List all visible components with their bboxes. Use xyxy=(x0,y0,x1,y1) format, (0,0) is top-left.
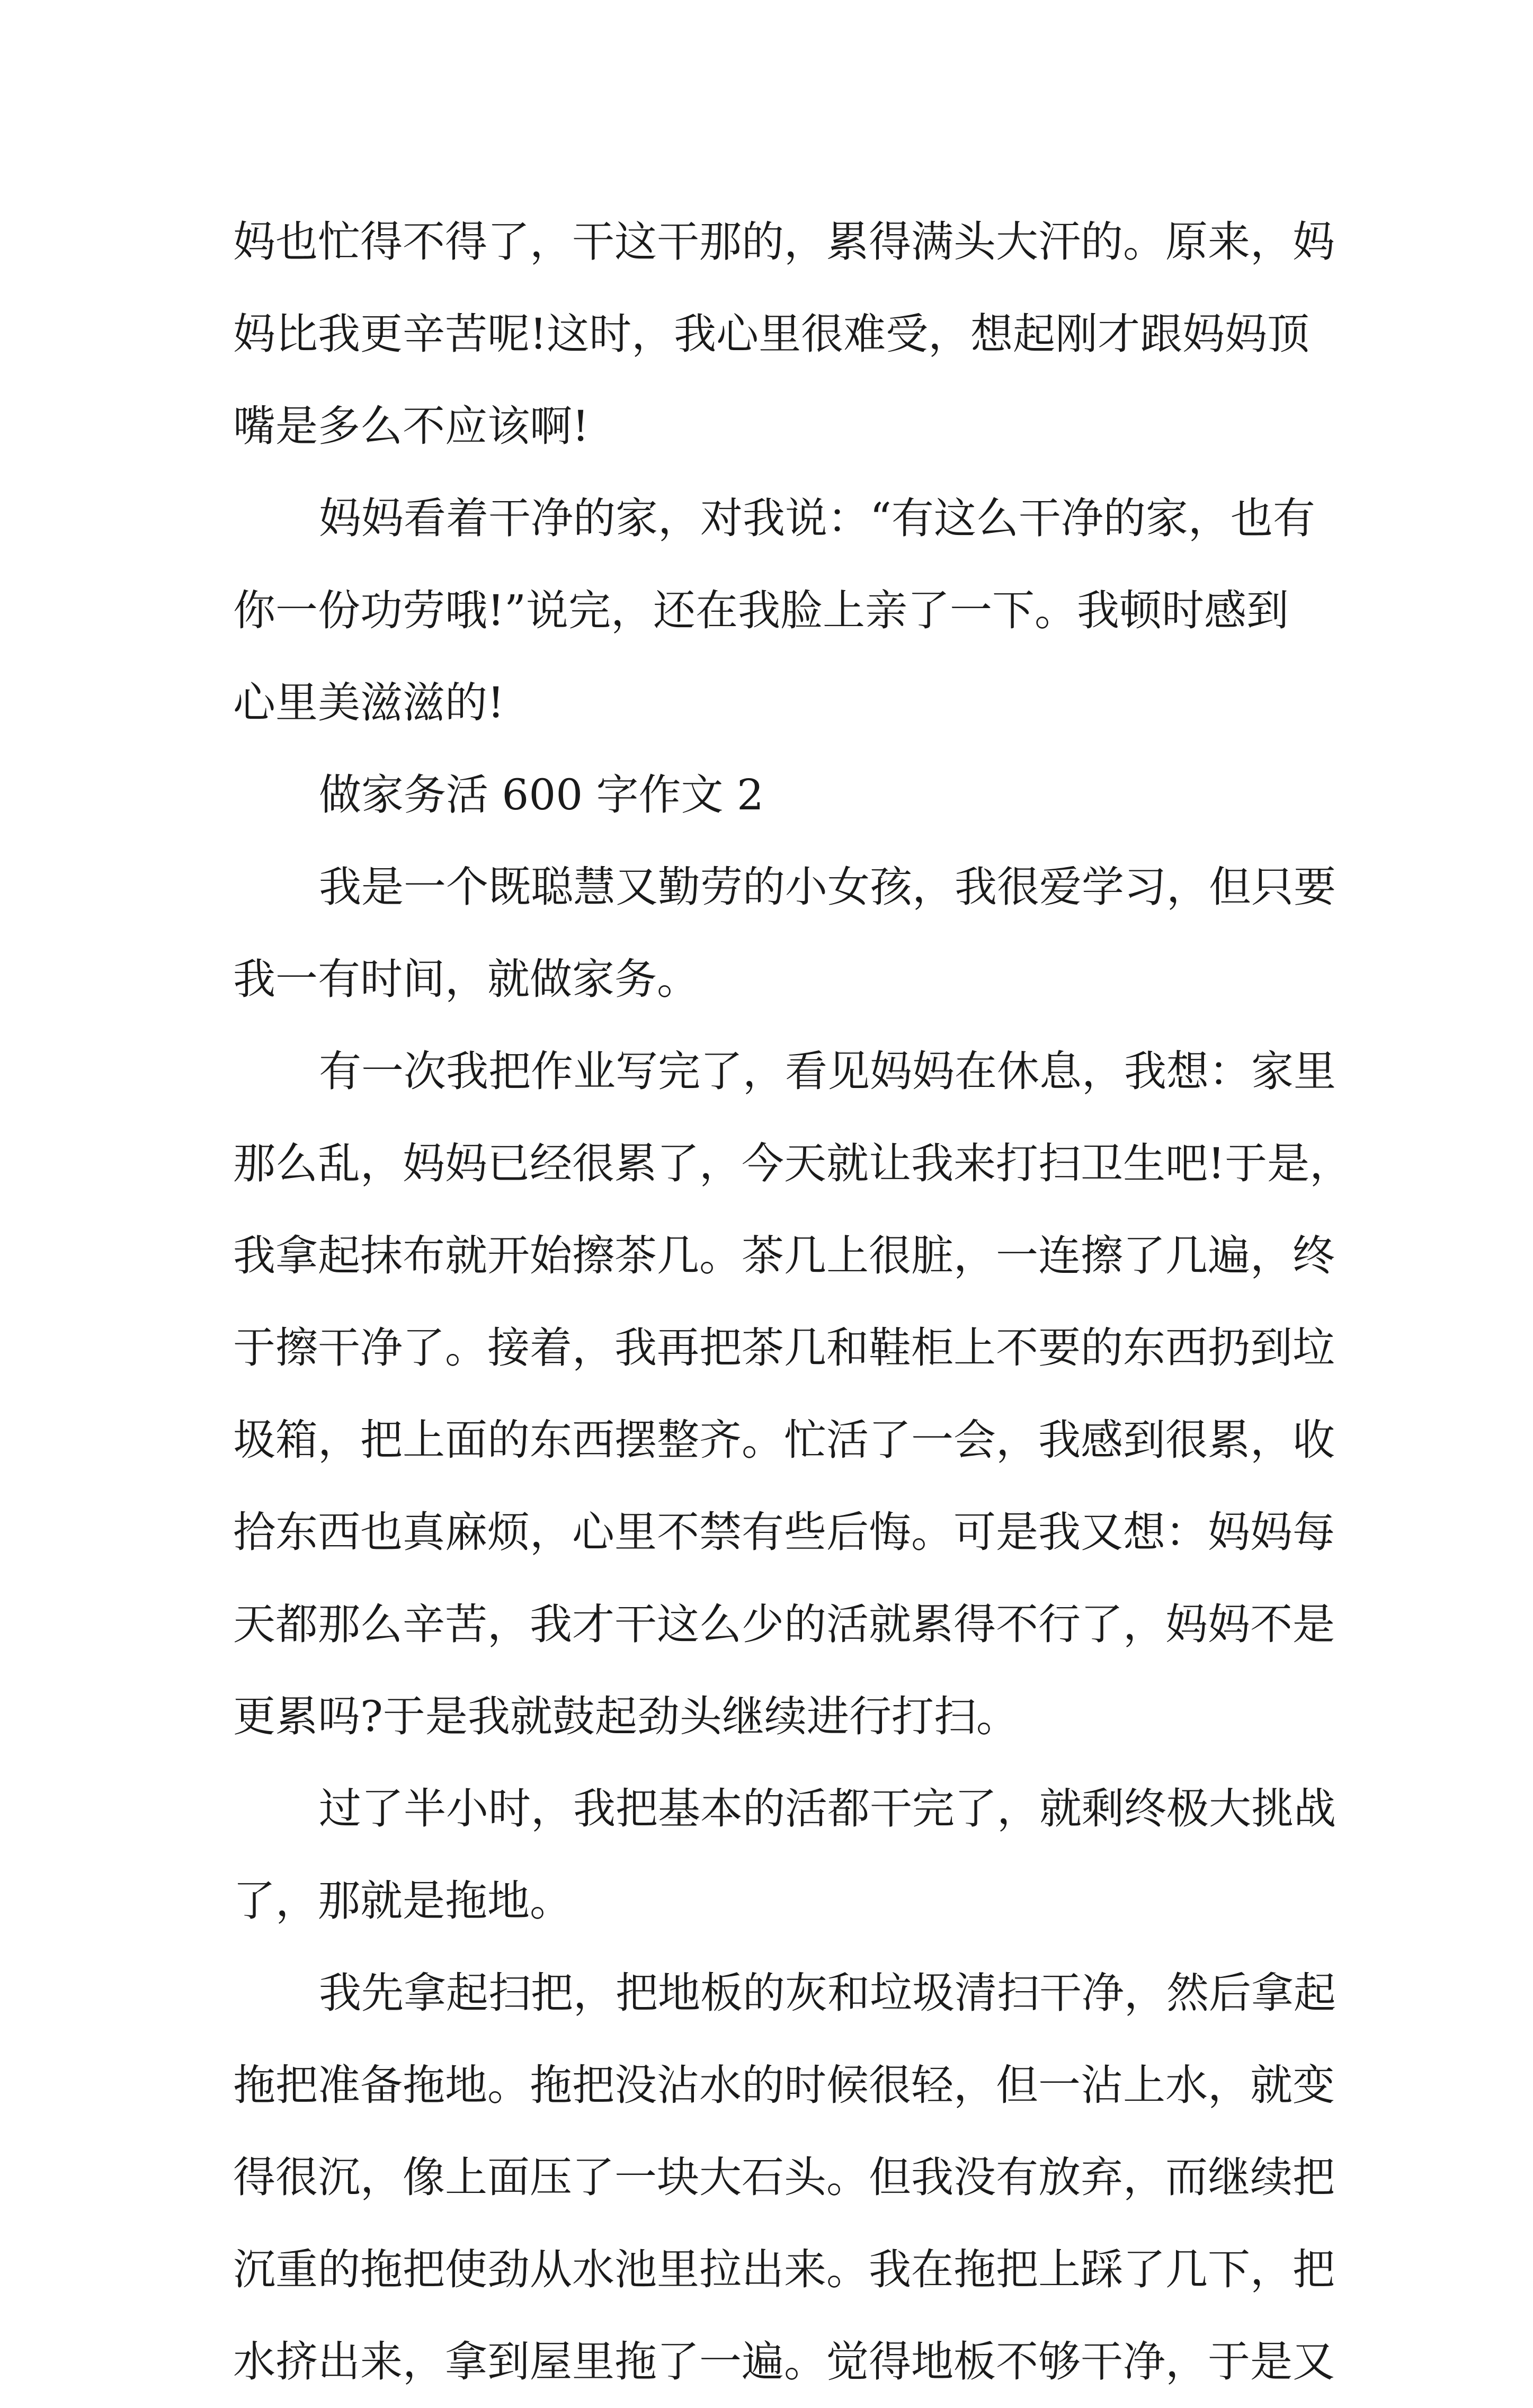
text-line: 过了半小时，我把基本的活都干完了，就剩终极大挑战 xyxy=(319,1784,1336,1833)
text-line: 拾东西也真麻烦，心里不禁有些后悔。可是我又想：妈妈每 xyxy=(233,1508,1335,1557)
text-line: 那么乱，妈妈已经很累了，今天就让我来打扫卫生吧!于是， xyxy=(233,1139,1352,1188)
text-line: 更累吗?于是我就鼓起劲头继续进行打扫。 xyxy=(233,1692,1019,1741)
text-line: 妈也忙得不得了，干这干那的，累得满头大汗的。原来，妈 xyxy=(233,217,1335,266)
text-line: 有一次我把作业写完了，看见妈妈在休息，我想：家里 xyxy=(319,1047,1336,1096)
text-line: 嘴是多么不应该啊! xyxy=(233,402,590,451)
text-line: 我拿起抹布就开始擦茶几。茶几上很脏，一连擦了几遍，终 xyxy=(233,1231,1335,1280)
text-line: 我一有时间，就做家务。 xyxy=(233,955,699,1004)
text-line: 天都那么辛苦，我才干这么少的活就累得不行了，妈妈不是 xyxy=(233,1600,1335,1649)
text-line: 妈比我更辛苦呢!这时，我心里很难受，想起刚才跟妈妈顶 xyxy=(233,309,1310,359)
text-line: 妈妈看着干净的家，对我说：“有这么干净的家，也有 xyxy=(319,494,1315,543)
section-heading: 做家务活 600 字作文 2 xyxy=(319,770,764,819)
text-line: 我先拿起扫把，把地板的灰和垃圾清扫干净，然后拿起 xyxy=(319,1968,1336,2018)
text-line: 圾箱，把上面的东西摆整齐。忙活了一会，我感到很累，收 xyxy=(233,1415,1335,1465)
text-line: 拖把准备拖地。拖把没沾水的时候很轻，但一沾上水，就变 xyxy=(233,2061,1335,2110)
text-line: 得很沉，像上面压了一块大石头。但我没有放弃，而继续把 xyxy=(233,2153,1335,2202)
text-line: 水挤出来，拿到屋里拖了一遍。觉得地板不够干净，于是又 xyxy=(233,2337,1335,2386)
text-line: 你一份功劳哦!”说完，还在我脸上亲了一下。我顿时感到 xyxy=(233,586,1289,635)
text-line: 心里美滋滋的! xyxy=(233,678,505,727)
text-line: 我是一个既聪慧又勤劳的小女孩，我很爱学习，但只要 xyxy=(319,862,1336,912)
text-line: 沉重的拖把使劲从水池里拉出来。我在拖把上踩了几下，把 xyxy=(233,2245,1335,2294)
essay-body xyxy=(233,196,1352,2408)
text-line: 于擦干净了。接着，我再把茶几和鞋柜上不要的东西扔到垃 xyxy=(233,1323,1335,1372)
text-line: 了，那就是拖地。 xyxy=(233,1876,572,1925)
